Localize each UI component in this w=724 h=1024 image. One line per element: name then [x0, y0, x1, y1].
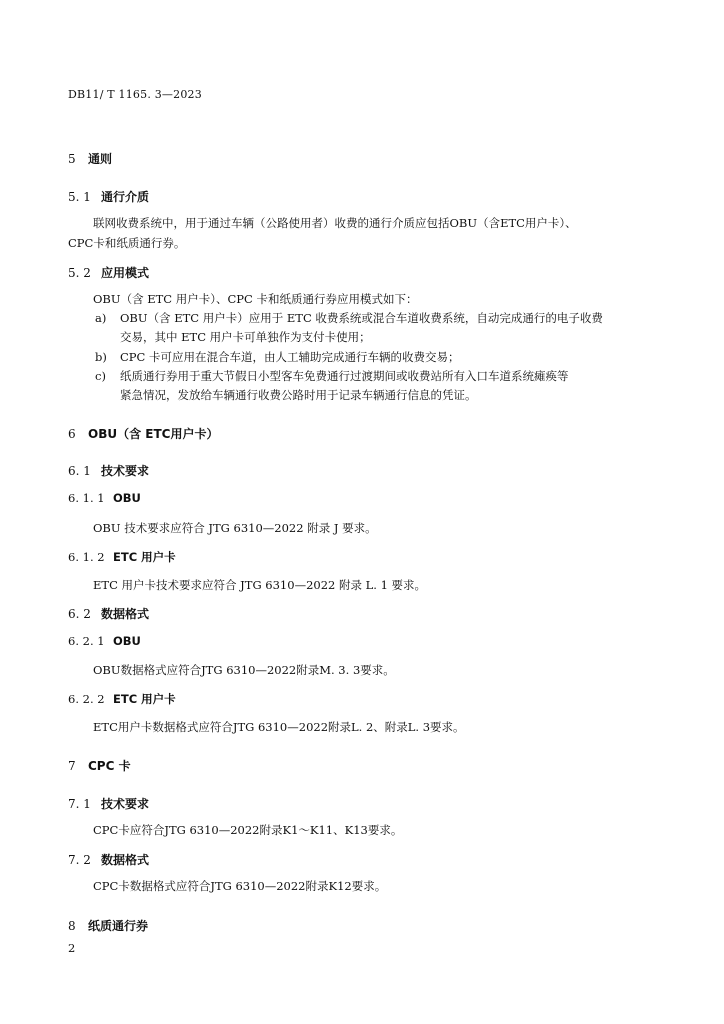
heading-title: OBU	[113, 634, 141, 648]
heading-number: 6. 2	[68, 607, 91, 621]
heading-title: CPC 卡	[88, 759, 131, 773]
heading-6	[68, 425, 218, 442]
heading-6-1-1	[68, 491, 141, 505]
heading-number: 7. 1	[68, 797, 91, 811]
heading-title: OBU	[113, 491, 141, 505]
heading-number: 6	[68, 427, 76, 441]
list-item-mark: c)	[95, 369, 106, 383]
heading-number: 6. 1. 1	[68, 491, 105, 505]
heading-number: 6. 1	[68, 464, 91, 478]
list-item-mark: a)	[95, 311, 107, 325]
heading-8	[68, 917, 148, 934]
heading-title: 数据格式	[101, 853, 150, 867]
paragraph-line: CPC卡应符合JTG 6310—2022附录K1～K11、K13要求。	[93, 823, 403, 837]
heading-title: ETC 用户卡	[113, 692, 176, 706]
heading-number: 7	[68, 759, 76, 773]
heading-title: 技术要求	[101, 797, 150, 811]
list-item-mark: b)	[95, 350, 107, 364]
heading-number: 5. 1	[68, 190, 91, 204]
heading-title: 纸质通行券	[88, 919, 149, 933]
heading-title: OBU（含 ETC用户卡）	[88, 427, 219, 441]
heading-title: 技术要求	[101, 464, 150, 478]
heading-title: 通则	[88, 152, 113, 166]
heading-number: 7. 2	[68, 853, 91, 867]
paragraph-line: ETC用户卡数据格式应符合JTG 6310—2022附录L. 2、附录L. 3要求。	[93, 720, 465, 734]
heading-title: 通行介质	[101, 190, 150, 204]
heading-6-2	[68, 605, 149, 622]
heading-7	[68, 757, 131, 774]
list-item-line: OBU（含 ETC 用户卡）应用于 ETC 收费系统或混合车道收费系统，自动完成通行的电子收费	[120, 311, 603, 325]
heading-title: 数据格式	[101, 607, 150, 621]
heading-6-1-2	[68, 549, 176, 565]
paragraph-line: 联网收费系统中，用于通过车辆（公路使用者）收费的通行介质应包括OBU（含ETC用户卡）、	[93, 216, 577, 230]
heading-6-2-2	[68, 691, 176, 707]
heading-title: ETC 用户卡	[113, 550, 176, 564]
list-item-line: 紧急情况，发放给车辆通行收费公路时用于记录车辆通行信息的凭证。	[120, 388, 477, 402]
heading-number: 8	[68, 919, 76, 933]
heading-5-2	[68, 264, 149, 281]
paragraph-line: ETC 用户卡技术要求应符合 JTG 6310—2022 附录 L. 1 要求。	[93, 578, 427, 592]
paragraph-line: OBU 技术要求应符合 JTG 6310—2022 附录 J 要求。	[93, 521, 377, 535]
list-item-line: CPC 卡可应用在混合车道，由人工辅助完成通行车辆的收费交易；	[120, 350, 460, 364]
heading-7-1	[68, 795, 149, 812]
heading-5-1	[68, 188, 149, 205]
list-item-line: 纸质通行券用于重大节假日小型客车免费通行过渡期间或收费站所有入口车道系统瘫痪等	[120, 369, 569, 383]
page-number: 2	[68, 941, 76, 955]
paragraph-line: CPC卡数据格式应符合JTG 6310—2022附录K12要求。	[93, 879, 387, 893]
heading-6-2-1	[68, 634, 141, 648]
heading-title: 应用模式	[101, 266, 150, 280]
heading-number: 5	[68, 152, 76, 166]
paragraph-line: CPC卡和纸质通行券。	[68, 236, 186, 250]
heading-7-2	[68, 851, 149, 868]
heading-6-1	[68, 462, 149, 479]
heading-number: 5. 2	[68, 266, 91, 280]
heading-5	[68, 150, 112, 167]
heading-number: 6. 2. 1	[68, 634, 105, 648]
list-item-line: 交易，其中 ETC 用户卡可单独作为支付卡使用；	[120, 330, 371, 344]
paragraph-line: OBU数据格式应符合JTG 6310—2022附录M. 3. 3要求。	[93, 663, 395, 677]
paragraph-line: OBU（含 ETC 用户卡）、CPC 卡和纸质通行券应用模式如下：	[93, 292, 418, 306]
standard-code: DB11/ T 1165. 3—2023	[68, 88, 202, 101]
heading-number: 6. 2. 2	[68, 692, 105, 706]
heading-number: 6. 1. 2	[68, 550, 105, 564]
